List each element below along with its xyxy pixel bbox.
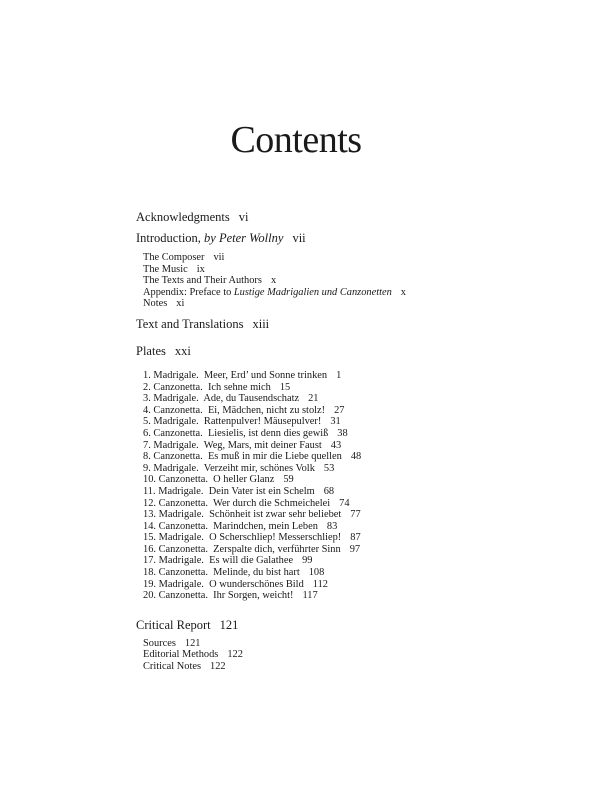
subentry-label: Appendix: Preface to: [143, 286, 232, 298]
subentry-page: x: [270, 275, 277, 287]
plate-item: [136, 382, 556, 394]
plate-page: 1: [336, 369, 342, 381]
plate-genre: Madrigale.: [158, 485, 204, 497]
plate-item: [136, 521, 556, 533]
subentry-page: vii: [213, 252, 225, 263]
plate-number: 16.: [143, 543, 156, 555]
plate-item: [136, 590, 556, 602]
plate-title: Es muß in mir die Liebe quellen: [207, 451, 342, 463]
plates-list: [136, 370, 556, 602]
plate-item: [136, 463, 556, 475]
entry-page: 121: [219, 617, 239, 632]
plate-item: [136, 370, 556, 382]
plate-page: 112: [312, 578, 328, 590]
toc-subentry-texts-authors: [136, 275, 556, 287]
plate-genre: Madrigale.: [153, 393, 199, 405]
plate-title: Marindchen, mein Leben: [213, 520, 318, 532]
subentry-label: Notes: [143, 298, 168, 310]
plate-number: 12.: [143, 497, 156, 509]
entry-label: Plates: [136, 343, 166, 358]
plate-genre: Canzonetta.: [153, 381, 203, 393]
subentry-page: 121: [184, 637, 201, 649]
plate-genre: Canzonetta.: [158, 567, 208, 579]
plate-page: 38: [337, 427, 348, 439]
plate-title: Meer, Erd’ und Sonne trinken: [203, 369, 328, 381]
toc-subentry-notes: [136, 298, 556, 310]
subentry-page: 122: [210, 661, 226, 673]
plate-page: 21: [308, 393, 319, 405]
subentry-label: Critical Notes: [143, 661, 202, 673]
plate-title: Melinde, du bist hart: [213, 567, 300, 579]
toc-subentry-music: [136, 264, 556, 276]
entry-page: vii: [292, 231, 306, 245]
plate-number: 3.: [143, 393, 151, 405]
plate-title: Schönheit ist zwar sehr beliebet: [209, 509, 342, 521]
subentry-label: Sources: [143, 637, 176, 649]
plate-number: 1.: [143, 369, 151, 381]
plate-title: Weg, Mars, mit deiner Faust: [203, 439, 322, 451]
toc-entry-plates: [136, 343, 556, 359]
plate-page: 59: [283, 474, 294, 486]
plate-item: [136, 474, 556, 486]
entry-author: by Peter Wollny: [204, 231, 284, 245]
plate-number: 8.: [143, 451, 151, 463]
subentry-label: Editorial Methods: [143, 649, 219, 661]
plate-genre: Madrigale.: [158, 509, 204, 521]
plate-item: [136, 405, 556, 417]
plate-title: Rattenpulver! Mäusepulver!: [203, 416, 322, 428]
plate-page: 83: [326, 520, 338, 532]
toc-entry-acknowledgments: [136, 209, 556, 225]
plate-title: Wer durch die Schmeichelei: [212, 497, 331, 509]
plate-item: [136, 509, 556, 521]
subentry-label: The Texts and Their Authors: [143, 275, 262, 287]
plate-number: 13.: [143, 509, 156, 521]
entry-label: Text and Translations: [136, 316, 244, 331]
plate-number: 11.: [143, 485, 156, 497]
subentry-label: The Composer: [143, 252, 205, 263]
plate-genre: Canzonetta.: [158, 497, 208, 509]
plate-genre: Canzonetta.: [153, 427, 203, 439]
toc-subentry-editorial-methods: [136, 649, 556, 661]
plate-page: 74: [339, 497, 350, 509]
plate-title: Ei, Mädchen, nicht zu stolz!: [207, 404, 326, 416]
plate-number: 2.: [143, 381, 151, 393]
plate-item: [136, 498, 556, 510]
toc-entry-critical-report: [136, 617, 556, 633]
plate-page: 27: [334, 404, 345, 416]
plate-item: [136, 555, 556, 567]
subentry-italic-title: Lustige Madrigalien und Canzonetten: [233, 286, 392, 298]
plate-genre: Madrigale.: [158, 578, 204, 590]
toc-entry-introduction: [136, 230, 556, 246]
plate-title: O Scherschliep! Messerschliep!: [209, 532, 342, 544]
toc-subentry-sources: [136, 638, 556, 650]
plate-item: [136, 544, 556, 556]
subentry-page: x: [400, 286, 406, 298]
entry-page: vi: [238, 210, 249, 224]
plate-title: O heller Glanz: [213, 474, 275, 486]
plate-title: O wunderschönes Bild: [209, 578, 304, 590]
plate-item: [136, 440, 556, 452]
subentry-page: ix: [196, 263, 205, 275]
plate-title: Ihr Sorgen, weicht!: [213, 590, 294, 602]
plate-number: 10.: [143, 474, 156, 486]
plate-number: 9.: [143, 462, 151, 474]
plate-genre: Madrigale.: [158, 532, 204, 544]
plate-title: Ich sehne mich: [207, 381, 271, 393]
subentry-page: 122: [227, 649, 243, 661]
subentry-label: The Music: [143, 263, 188, 275]
plate-title: Verzeiht mir, schönes Volk: [203, 462, 315, 474]
plate-item: [136, 532, 556, 544]
plate-genre: Madrigale.: [158, 555, 204, 567]
plate-genre: Madrigale.: [153, 416, 199, 428]
plate-page: 97: [349, 543, 361, 555]
plate-title: Zerspalte dich, verführter Sinn: [213, 543, 341, 555]
plate-item: [136, 428, 556, 440]
plate-genre: Madrigale.: [153, 439, 199, 451]
plate-page: 43: [330, 439, 342, 451]
plate-item: [136, 567, 556, 579]
plate-page: 15: [279, 381, 291, 393]
plate-item: [136, 579, 556, 591]
page-title: Contents: [230, 119, 362, 161]
plate-genre: Canzonetta.: [158, 474, 208, 486]
plate-genre: Canzonetta.: [158, 590, 208, 602]
toc-subentry-composer: [136, 252, 556, 264]
plate-genre: Canzonetta.: [158, 543, 208, 555]
plate-page: 53: [323, 462, 335, 474]
plate-title: Ade, du Tausendschatz: [203, 393, 300, 405]
plate-genre: Canzonetta.: [158, 520, 208, 532]
entry-label: Critical Report: [136, 617, 211, 632]
table-of-contents: [136, 209, 556, 673]
entry-page: xxi: [174, 343, 191, 358]
toc-subentry-appendix: [136, 287, 556, 299]
plate-number: 18.: [143, 567, 156, 579]
plate-genre: Canzonetta.: [153, 451, 203, 463]
plate-number: 20.: [143, 590, 156, 602]
plate-title: Dein Vater ist ein Schelm: [208, 485, 315, 497]
entry-label: Acknowledgments: [136, 210, 230, 224]
plate-number: 19.: [143, 578, 156, 590]
plate-genre: Madrigale.: [153, 369, 199, 381]
plate-page: 77: [350, 509, 361, 521]
plate-number: 15.: [143, 532, 156, 544]
plate-item: [136, 486, 556, 498]
toc-entry-texts: [136, 316, 556, 332]
plate-page: 108: [308, 567, 325, 579]
plate-number: 17.: [143, 555, 156, 567]
plate-page: 99: [302, 555, 313, 567]
plate-genre: Madrigale.: [153, 462, 199, 474]
plate-title: Liesielis, ist denn dies gewiß: [207, 427, 329, 439]
plate-number: 14.: [143, 520, 156, 532]
plate-title: Es will die Galathee: [209, 555, 294, 567]
plate-item: [136, 416, 556, 428]
entry-label: Introduction,: [136, 231, 201, 245]
subentry-page: xi: [176, 298, 185, 310]
plate-number: 7.: [143, 439, 151, 451]
plate-page: 31: [330, 416, 341, 428]
plate-page: 68: [323, 485, 335, 497]
plate-item: [136, 451, 556, 463]
toc-subentry-critical-notes: [136, 661, 556, 673]
plate-page: 117: [302, 590, 318, 602]
plate-number: 6.: [143, 427, 151, 439]
plate-item: [136, 393, 556, 405]
plate-number: 5.: [143, 416, 151, 428]
plate-genre: Canzonetta.: [153, 404, 203, 416]
entry-page: xiii: [252, 316, 270, 331]
plate-number: 4.: [143, 404, 151, 416]
plate-page: 87: [350, 532, 361, 544]
plate-page: 48: [350, 451, 362, 463]
